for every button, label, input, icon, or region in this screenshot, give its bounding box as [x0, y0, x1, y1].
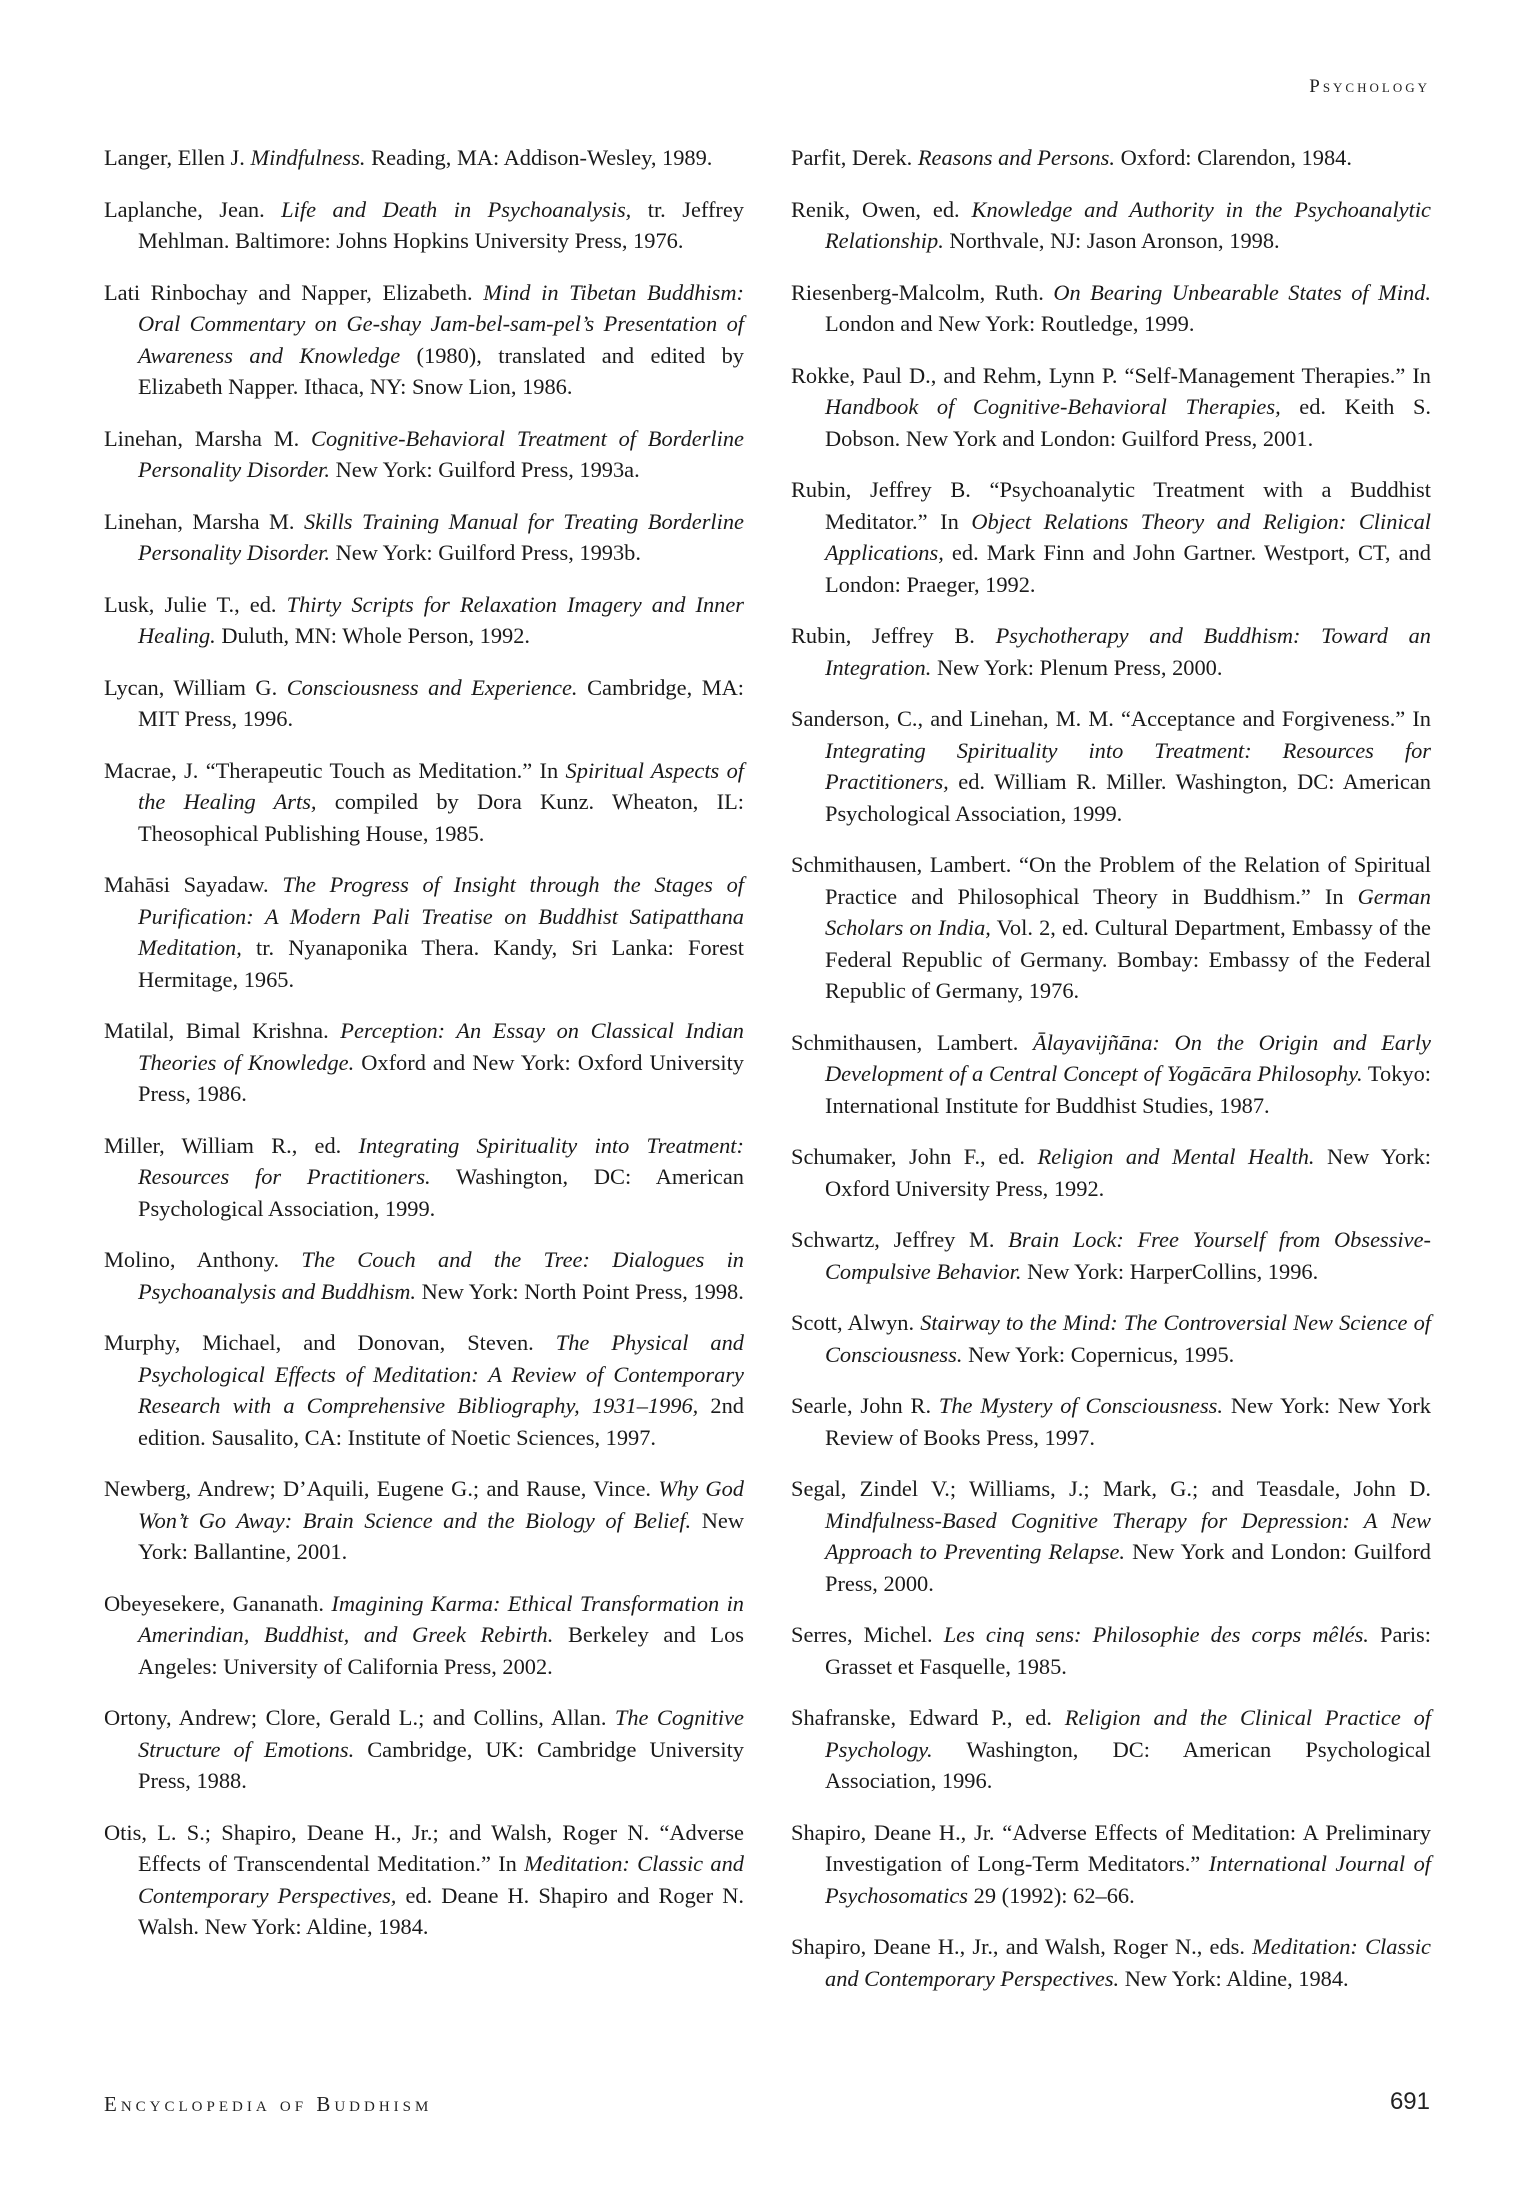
bibliography-entry: Searle, John R. The Mystery of Consciousness. New York: New York Review of Books Press, 1997. — [791, 1393, 1431, 1450]
bibliography-entry: Shafranske, Edward P., ed. Religion and the Clinical Practice of Psychology. Washington, DC: American Psychological Association, 1996. — [791, 1705, 1431, 1793]
bibliography-entry: Serres, Michel. Les cinq sens: Philosophie des corps mêlés. Paris: Grasset et Fasquelle, 1985. — [791, 1622, 1431, 1679]
bibliography-entry: Renik, Owen, ed. Knowledge and Authority in the Psychoanalytic Relationship. Northvale, NJ: Jason Aronson, 1998. — [791, 196, 1431, 253]
bibliography-entry: Shapiro, Deane H., Jr., and Walsh, Roger N., eds. Meditation: Classic and Contemporary Perspectives. New York: Aldine, 1984. — [791, 1934, 1431, 1991]
bibliography-entry: Schwartz, Jeffrey M. Brain Lock: Free Yourself from Obsessive-Compulsive Behavior. New York: HarperCollins, 1996. — [791, 1227, 1431, 1284]
bibliography-entry: Linehan, Marsha M. Cognitive-Behavioral Treatment of Borderline Personality Disorder. New York: Guilford Press, 1993a. — [104, 425, 744, 482]
bibliography-entry: Lusk, Julie T., ed. Thirty Scripts for Relaxation Imagery and Inner Healing. Duluth, MN: Whole Person, 1992. — [104, 591, 744, 648]
bibliography-entry: Langer, Ellen J. Mindfulness. Reading, MA: Addison-Wesley, 1989. — [104, 145, 713, 170]
bibliography-entry: Schmithausen, Lambert. Ālayavijñāna: On the Origin and Early Development of a Central Concept of Yogācāra Philosophy. Tokyo: International Institute for Buddhist Studies, 1987. — [791, 1029, 1432, 1118]
bibliography-entry: Shapiro, Deane H., Jr. “Adverse Effects of Meditation: A Preliminary Investigation of Long-Term Meditators.” International Journal of Psychosomatics 29 (1992): 62–66. — [791, 1819, 1431, 1908]
bibliography-entry: Scott, Alwyn. Stairway to the Mind: The Controversial New Science of Consciousness. New York: Copernicus, 1995. — [791, 1310, 1431, 1367]
bibliography-entry: Parfit, Derek. Reasons and Persons. Oxford: Clarendon, 1984. — [791, 145, 1352, 170]
bibliography-entry: Rokke, Paul D., and Rehm, Lynn P. “Self-Management Therapies.” In Handbook of Cognitive-Behavioral Therapies, ed. Keith S. Dobson. New York and London: Guilford Press, 2001. — [791, 362, 1431, 451]
bibliography-entry: Ortony, Andrew; Clore, Gerald L.; and Collins, Allan. The Cognitive Structure of Emotions. Cambridge, UK: Cambridge University Press, 1988. — [104, 1705, 745, 1793]
bibliography-entry: Macrae, J. “Therapeutic Touch as Meditation.” In Spiritual Aspects of the Healing Arts, compiled by Dora Kunz. Wheaton, IL: Theosophical Publishing House, 1985. — [104, 757, 745, 846]
bibliography-entry: Obeyesekere, Gananath. Imagining Karma: Ethical Transformation in Amerindian, Buddhist, and Greek Rebirth. Berkeley and Los Angeles: University of California Press, 2002. — [104, 1590, 744, 1679]
bibliography-entry: Murphy, Michael, and Donovan, Steven. The Physical and Psychological Effects of Meditation: A Review of Contemporary Research with a Comprehensive Bibliography, 1931–1996, 2nd edition. Sausalito, CA: Institute of Noetic Sciences, 1997. — [104, 1330, 744, 1450]
bibliography-entry: Linehan, Marsha M. Skills Training Manual for Treating Borderline Personality Disorder. New York: Guilford Press, 1993b. — [104, 508, 744, 565]
bibliography-entry: Segal, Zindel V.; Williams, J.; Mark, G.; and Teasdale, John D. Mindfulness-Based Cognitive Therapy for Depression: A New Approach to Preventing Relapse. New York and London: Guilford Press, 2000. — [791, 1476, 1431, 1596]
bibliography-entry: Newberg, Andrew; D’Aquili, Eugene G.; and Rause, Vince. Why God Won’t Go Away: Brain Science and the Biology of Belief. New York: Ballantine, 2001. — [104, 1476, 744, 1564]
bibliography-entry: Lati Rinbochay and Napper, Elizabeth. Mind in Tibetan Buddhism: Oral Commentary on Ge-shay Jam-bel-sam-pel’s Presentation of Awareness and Knowledge (1980), translated and edited by Elizabeth Napper. Ithaca, NY: Snow Lion, 1986. — [104, 279, 745, 399]
bibliography-entry: Laplanche, Jean. Life and Death in Psychoanalysis, tr. Jeffrey Mehlman. Baltimore: Johns Hopkins University Press, 1976. — [104, 196, 744, 253]
bibliography-entry: Schumaker, John F., ed. Religion and Mental Health. New York: Oxford University Press, 1992. — [791, 1144, 1432, 1201]
running-head: Psychology — [1309, 76, 1430, 97]
bibliography-entry: Rubin, Jeffrey B. “Psychoanalytic Treatment with a Buddhist Meditator.” In Object Relations Theory and Religion: Clinical Applications, ed. Mark Finn and John Gartner. Westport, CT, and London: Praeger, 1992. — [791, 477, 1431, 597]
bibliography-entry: Mahāsi Sayadaw. The Progress of Insight through the Stages of Purification: A Modern Pali Treatise on Buddhist Satipatthana Meditation, tr. Nyanaponika Thera. Kandy, Sri Lanka: Forest Hermitage, 1965. — [104, 872, 744, 992]
bibliography-entry: Molino, Anthony. The Couch and the Tree: Dialogues in Psychoanalysis and Buddhism. New York: North Point Press, 1998. — [104, 1247, 744, 1304]
bibliography-column-left — [104, 142, 744, 1963]
bibliography-entry: Riesenberg-Malcolm, Ruth. On Bearing Unbearable States of Mind. London and New York: Routledge, 1999. — [791, 279, 1431, 336]
bibliography-entry: Miller, William R., ed. Integrating Spirituality into Treatment: Resources for Practitioners. Washington, DC: American Psychological Association, 1999. — [104, 1132, 745, 1221]
bibliography-column-right — [791, 142, 1431, 2014]
bibliography-entry: Schmithausen, Lambert. “On the Problem of the Relation of Spiritual Practice and Philosophical Theory in Buddhism.” In German Scholars on India, Vol. 2, ed. Cultural Department, Embassy of the Federal Republic of Germany. Bombay: Embassy of the Federal Republic of Germany, 1976. — [791, 852, 1431, 1003]
bibliography-entry: Lycan, William G. Consciousness and Experience. Cambridge, MA: MIT Press, 1996. — [104, 674, 744, 731]
footer-title: Encyclopedia of Buddhism — [104, 2092, 433, 2116]
bibliography-entry: Rubin, Jeffrey B. Psychotherapy and Buddhism: Toward an Integration. New York: Plenum Press, 2000. — [791, 623, 1431, 680]
bibliography-entry: Otis, L. S.; Shapiro, Deane H., Jr.; and Walsh, Roger N. “Adverse Effects of Transcendental Meditation.” In Meditation: Classic and Contemporary Perspectives, ed. Deane H. Shapiro and Roger N. Walsh. New York: Aldine, 1984. — [104, 1819, 744, 1939]
bibliography-entry: Matilal, Bimal Krishna. Perception: An Essay on Classical Indian Theories of Knowledge. Oxford and New York: Oxford University Press, 1986. — [104, 1018, 744, 1106]
page-number: 691 — [1389, 2088, 1430, 2115]
bibliography-entry: Sanderson, C., and Linehan, M. M. “Acceptance and Forgiveness.” In Integrating Spirituality into Treatment: Resources for Practitioners, ed. William R. Miller. Washington, DC: American Psychological Association, 1999. — [791, 706, 1431, 826]
